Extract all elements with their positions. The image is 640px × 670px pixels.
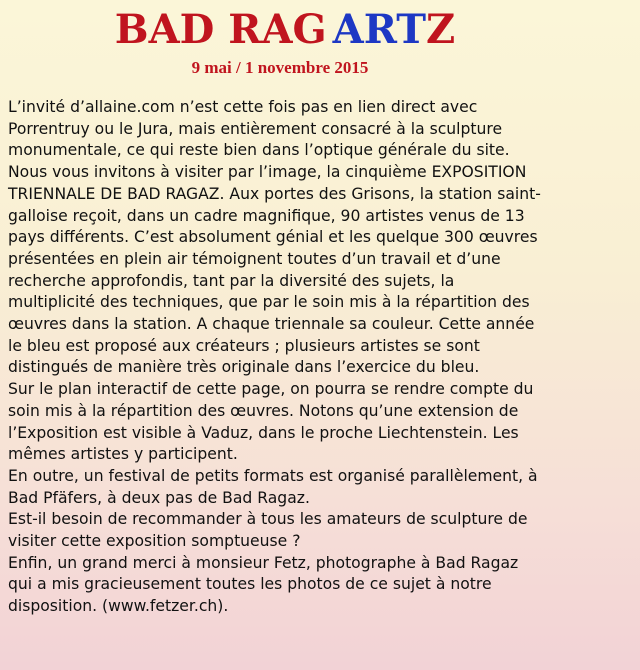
page-title <box>0 6 570 54</box>
article-line: pays différents. C’est absolument génial et les quelque 300 œuvres <box>8 228 538 247</box>
article-line: présentées en plein air témoignent toutes d’un travail et d’une <box>8 249 501 268</box>
title-part-end: Z <box>426 6 456 53</box>
article-line: galloise reçoit, dans un cadre magnifique, 90 artistes venus de 13 <box>8 206 525 225</box>
title-part-blue: ART <box>332 6 427 53</box>
article-line: disposition. (www.fetzer.ch). <box>8 597 229 616</box>
article-line: Enfin, un grand merci à monsieur Fetz, photographe à Bad Ragaz <box>8 553 519 572</box>
article-line: En outre, un festival de petits formats est organisé parallèlement, à <box>8 466 538 485</box>
article-line: mêmes artistes y participent. <box>8 445 238 464</box>
article-line: monumentale, ce qui reste bien dans l’optique générale du site. <box>8 141 510 160</box>
article-body <box>8 97 638 618</box>
article-line: visiter cette exposition somptueuse ? <box>8 532 301 551</box>
article-line: qui a mis gracieusement toutes les photos de ce sujet à notre <box>8 575 492 594</box>
article-line: Est-il besoin de recommander à tous les amateurs de sculpture de <box>8 510 528 529</box>
article-line: œuvres dans la station. A chaque triennale sa couleur. Cette année <box>8 315 535 334</box>
title-part-red: BAD RAG <box>114 6 327 53</box>
article-line: Porrentruy ou le Jura, mais entièrement consacré à la sculpture <box>8 119 503 138</box>
article-line: Nous vous invitons à visiter par l’image, la cinquième EXPOSITION <box>8 163 527 182</box>
article-line: multiplicité des techniques, que par le soin mis à la répartition des <box>8 293 530 312</box>
article-line: distingués de manière très originale dans l’exercice du bleu. <box>8 358 480 377</box>
article-line: recherche approfondis, tant par la diversité des sujets, la <box>8 271 455 290</box>
article-line: L’invité d’allaine.com n’est cette fois pas en lien direct avec <box>8 98 478 116</box>
article-line: le bleu est proposé aux créateurs ; plusieurs artistes se sont <box>8 336 480 355</box>
article-line: Bad Pfäfers, à deux pas de Bad Ragaz. <box>8 488 310 507</box>
page-header <box>0 6 570 54</box>
article-line: TRIENNALE DE BAD RAGAZ. Aux portes des Grisons, la station saint- <box>8 184 541 203</box>
article-line: Sur le plan interactif de cette page, on pourra se rendre compte du <box>8 380 534 399</box>
article-line: l’Exposition est visible à Vaduz, dans le proche Liechtenstein. Les <box>8 423 519 442</box>
article-line: soin mis à la répartition des œuvres. Notons qu’une extension de <box>8 401 519 420</box>
exhibition-dates: 9 mai / 1 novembre 2015 <box>191 58 369 77</box>
